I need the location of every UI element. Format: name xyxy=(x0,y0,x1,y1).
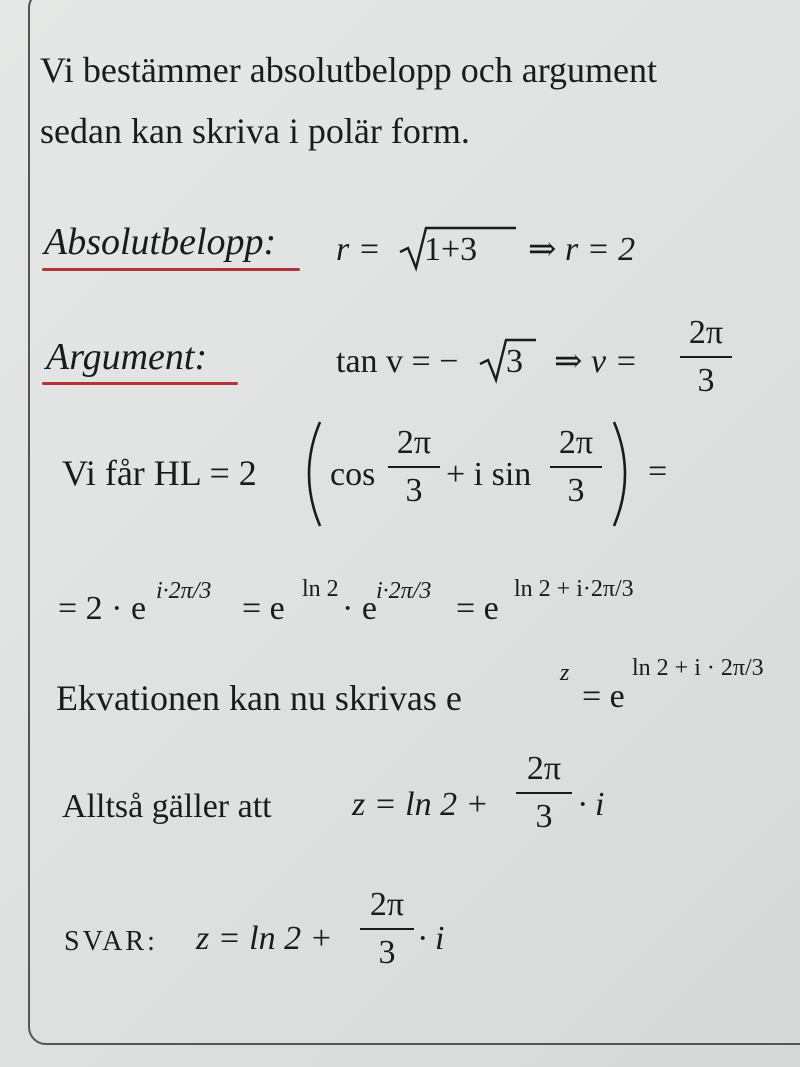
exp-sup-4: ln 2 + i·2π/3 xyxy=(514,576,634,602)
ekv-text: Ekvationen kan nu skrivas e xyxy=(56,678,462,718)
fraction-numerator: 2π xyxy=(558,424,594,461)
argument-tan-lhs: tan v = − xyxy=(336,343,459,380)
hl-fraction-2 xyxy=(550,426,602,508)
argument-label: Argument: xyxy=(46,336,208,378)
fraction-numerator: 2π xyxy=(688,314,724,351)
exp-sup-1: i·2π/3 xyxy=(156,578,212,604)
fraction-numerator: 2π xyxy=(396,424,432,461)
intro-line-2: sedan kan skriva i polär form. xyxy=(40,111,470,151)
ekv-sup-rhs: ln 2 + i · 2π/3 xyxy=(632,655,764,681)
fraction-numerator: 2π xyxy=(526,750,562,787)
hl-fraction-1 xyxy=(388,426,440,508)
absolutbelopp-sqrt-content: 1+3 xyxy=(424,231,478,268)
absolutbelopp-label: Absolutbelopp: xyxy=(44,221,277,263)
argument-fraction xyxy=(680,316,732,398)
alltsa-text: Alltså gäller att xyxy=(62,788,272,825)
fraction-denominator: 3 xyxy=(567,472,585,509)
ekv-sup-z: z xyxy=(560,660,570,686)
alltsa-expr: z = ln 2 + xyxy=(352,786,489,823)
svar-label: SVAR: xyxy=(64,926,158,957)
hl-cos: cos xyxy=(330,456,376,493)
absolutbelopp-underline xyxy=(42,268,300,271)
hl-prefix: Vi får HL = 2 xyxy=(62,453,257,493)
hl-plus-isin: + i sin xyxy=(446,456,532,493)
fraction-denominator: 3 xyxy=(535,798,553,835)
argument-implies: ⇒ v = xyxy=(554,343,638,380)
intro-line-1: Vi bestämmer absolutbelopp och argument xyxy=(40,50,658,90)
right-paren xyxy=(608,420,638,528)
ekv-mid: = e xyxy=(582,678,625,715)
exp-sup-3: i·2π/3 xyxy=(376,578,432,604)
fraction-bar xyxy=(550,466,602,468)
svar-fraction xyxy=(360,888,414,970)
svar-suffix: · i xyxy=(418,920,445,957)
fraction-bar xyxy=(516,792,572,794)
fraction-numerator: 2π xyxy=(369,886,405,923)
exp-part-4: = e xyxy=(456,590,499,627)
fraction-denominator: 3 xyxy=(378,934,396,971)
fraction-denominator: 3 xyxy=(697,362,715,399)
fraction-bar xyxy=(360,928,414,930)
exp-sup-2: ln 2 xyxy=(302,576,339,602)
fraction-bar xyxy=(680,356,732,358)
argument-sqrt-content: 3 xyxy=(506,343,523,380)
absolutbelopp-result: ⇒ r = 2 xyxy=(528,231,636,268)
exp-part-3: · e xyxy=(342,590,377,627)
alltsa-suffix: · i xyxy=(578,786,605,823)
hl-equals: = xyxy=(648,453,668,490)
left-paren xyxy=(296,420,326,528)
alltsa-fraction xyxy=(516,752,572,834)
fraction-denominator: 3 xyxy=(405,472,423,509)
exp-part-2: = e xyxy=(242,590,285,627)
exp-part-1: = 2 · e xyxy=(58,590,147,627)
absolutbelopp-lhs: r = xyxy=(336,231,381,268)
argument-underline xyxy=(42,382,238,385)
page-border xyxy=(28,0,800,1045)
svar-expr: z = ln 2 + xyxy=(196,920,333,957)
fraction-bar xyxy=(388,466,440,468)
